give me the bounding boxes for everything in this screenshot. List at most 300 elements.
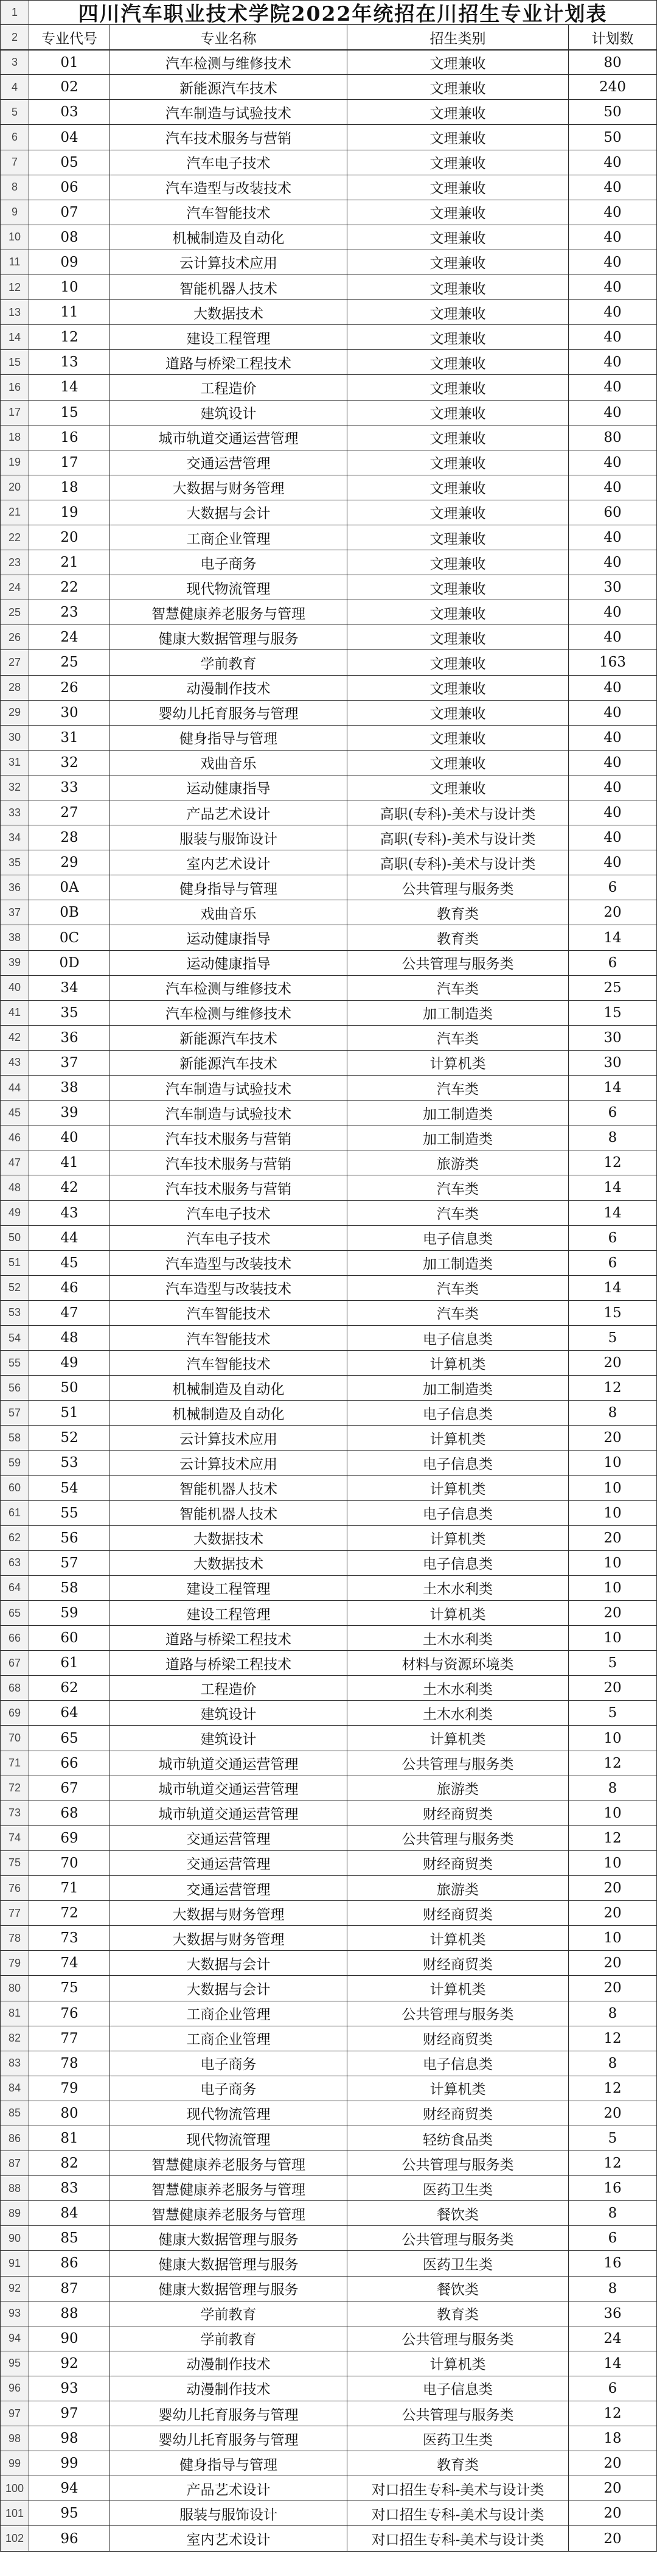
cell-major[interactable]: 汽车制造与试验技术 <box>110 100 347 124</box>
row-number[interactable]: 6 <box>0 125 29 149</box>
cell-code[interactable]: 56 <box>29 1526 110 1550</box>
cell-major[interactable]: 健康大数据管理与服务 <box>110 625 347 649</box>
cell-plan[interactable]: 6 <box>569 2226 657 2250</box>
cell-code[interactable]: 10 <box>29 275 110 299</box>
cell-category[interactable]: 文理兼收 <box>347 575 569 600</box>
row-number[interactable]: 38 <box>0 925 29 950</box>
cell-major[interactable]: 学前教育 <box>110 2301 347 2326</box>
cell-plan[interactable]: 8 <box>569 2277 657 2301</box>
cell-category[interactable]: 加工制造类 <box>347 1125 569 1150</box>
cell-plan[interactable]: 20 <box>569 1526 657 1550</box>
row-number[interactable]: 51 <box>0 1251 29 1275</box>
cell-category[interactable]: 文理兼收 <box>347 125 569 149</box>
cell-major[interactable]: 智慧健康养老服务与管理 <box>110 2201 347 2225</box>
cell-plan[interactable]: 40 <box>569 325 657 349</box>
cell-category[interactable]: 电子信息类 <box>347 2376 569 2401</box>
cell-plan[interactable]: 8 <box>569 2001 657 2026</box>
cell-plan[interactable]: 40 <box>569 751 657 775</box>
cell-plan[interactable]: 50 <box>569 100 657 124</box>
cell-plan[interactable]: 163 <box>569 650 657 674</box>
cell-plan[interactable]: 6 <box>569 1226 657 1250</box>
cell-plan[interactable]: 12 <box>569 2401 657 2426</box>
cell-major[interactable]: 汽车技术服务与营销 <box>110 1150 347 1175</box>
cell-category[interactable]: 材料与资源环境类 <box>347 1651 569 1675</box>
cell-category[interactable]: 文理兼收 <box>347 51 569 74</box>
cell-category[interactable]: 文理兼收 <box>347 600 569 625</box>
cell-category[interactable]: 文理兼收 <box>347 325 569 349</box>
row-number[interactable]: 55 <box>0 1351 29 1375</box>
cell-plan[interactable]: 30 <box>569 575 657 600</box>
row-number[interactable]: 61 <box>0 1501 29 1525</box>
cell-plan[interactable]: 10 <box>569 1551 657 1575</box>
cell-category[interactable]: 文理兼收 <box>347 525 569 550</box>
cell-major[interactable]: 建设工程管理 <box>110 325 347 349</box>
cell-major[interactable]: 现代物流管理 <box>110 575 347 600</box>
cell-major[interactable]: 婴幼儿托育服务与管理 <box>110 701 347 725</box>
cell-major[interactable]: 健康大数据管理与服务 <box>110 2226 347 2250</box>
cell-code[interactable]: 08 <box>29 225 110 250</box>
cell-plan[interactable]: 24 <box>569 2326 657 2351</box>
cell-major[interactable]: 现代物流管理 <box>110 2126 347 2151</box>
cell-code[interactable]: 04 <box>29 125 110 149</box>
cell-plan[interactable]: 20 <box>569 2451 657 2476</box>
row-number[interactable]: 88 <box>0 2176 29 2200</box>
cell-category[interactable]: 文理兼收 <box>347 200 569 225</box>
cell-plan[interactable]: 6 <box>569 951 657 975</box>
cell-code[interactable]: 90 <box>29 2326 110 2351</box>
cell-code[interactable]: 15 <box>29 401 110 425</box>
cell-plan[interactable]: 40 <box>569 150 657 175</box>
cell-code[interactable]: 51 <box>29 1401 110 1425</box>
cell-plan[interactable]: 30 <box>569 1051 657 1075</box>
cell-plan[interactable]: 10 <box>569 1476 657 1500</box>
cell-plan[interactable]: 40 <box>569 775 657 800</box>
cell-category[interactable]: 电子信息类 <box>347 1451 569 1475</box>
cell-code[interactable]: 07 <box>29 200 110 225</box>
cell-code[interactable]: 11 <box>29 300 110 324</box>
cell-major[interactable]: 现代物流管理 <box>110 2101 347 2126</box>
cell-plan[interactable]: 16 <box>569 2176 657 2200</box>
cell-major[interactable]: 汽车技术服务与营销 <box>110 1125 347 1150</box>
cell-plan[interactable]: 40 <box>569 375 657 399</box>
row-number[interactable]: 79 <box>0 1951 29 1975</box>
cell-category[interactable]: 汽车类 <box>347 976 569 1000</box>
cell-plan[interactable]: 20 <box>569 2501 657 2525</box>
cell-code[interactable]: 0A <box>29 875 110 900</box>
cell-major[interactable]: 汽车技术服务与营销 <box>110 125 347 149</box>
cell-category[interactable]: 文理兼收 <box>347 350 569 374</box>
cell-plan[interactable]: 14 <box>569 2351 657 2376</box>
header-category[interactable]: 招生类别 <box>347 25 569 49</box>
cell-major[interactable]: 汽车技术服务与营销 <box>110 1175 347 1200</box>
cell-major[interactable]: 智能机器人技术 <box>110 1476 347 1500</box>
cell-code[interactable]: 86 <box>29 2251 110 2275</box>
cell-plan[interactable]: 15 <box>569 1001 657 1025</box>
cell-code[interactable]: 23 <box>29 600 110 625</box>
cell-code[interactable]: 42 <box>29 1175 110 1200</box>
cell-code[interactable]: 99 <box>29 2451 110 2476</box>
row-number[interactable]: 40 <box>0 976 29 1000</box>
cell-category[interactable]: 电子信息类 <box>347 2051 569 2076</box>
cell-code[interactable]: 84 <box>29 2201 110 2225</box>
cell-code[interactable]: 64 <box>29 1701 110 1725</box>
cell-code[interactable]: 72 <box>29 1901 110 1925</box>
row-number[interactable]: 53 <box>0 1301 29 1325</box>
row-number[interactable]: 19 <box>0 450 29 475</box>
row-number[interactable]: 84 <box>0 2076 29 2101</box>
cell-category[interactable]: 医药卫生类 <box>347 2176 569 2200</box>
cell-major[interactable]: 婴幼儿托育服务与管理 <box>110 2401 347 2426</box>
cell-code[interactable]: 22 <box>29 575 110 600</box>
cell-category[interactable]: 文理兼收 <box>347 726 569 750</box>
cell-category[interactable]: 文理兼收 <box>347 250 569 275</box>
cell-code[interactable]: 74 <box>29 1951 110 1975</box>
cell-major[interactable]: 汽车制造与试验技术 <box>110 1101 347 1125</box>
cell-plan[interactable]: 20 <box>569 1951 657 1975</box>
cell-code[interactable]: 03 <box>29 100 110 124</box>
cell-category[interactable]: 旅游类 <box>347 1150 569 1175</box>
cell-plan[interactable]: 16 <box>569 2251 657 2275</box>
cell-code[interactable]: 47 <box>29 1301 110 1325</box>
cell-code[interactable]: 14 <box>29 375 110 399</box>
row-number[interactable]: 36 <box>0 875 29 900</box>
row-number[interactable]: 102 <box>0 2526 29 2550</box>
cell-major[interactable]: 道路与桥梁工程技术 <box>110 1626 347 1650</box>
cell-major[interactable]: 健身指导与管理 <box>110 2451 347 2476</box>
cell-plan[interactable]: 10 <box>569 1501 657 1525</box>
cell-plan[interactable]: 8 <box>569 1776 657 1801</box>
cell-code[interactable]: 94 <box>29 2476 110 2501</box>
row-number[interactable]: 17 <box>0 401 29 425</box>
cell-plan[interactable]: 80 <box>569 51 657 74</box>
cell-code[interactable]: 68 <box>29 1801 110 1825</box>
cell-code[interactable]: 59 <box>29 1601 110 1625</box>
cell-plan[interactable]: 50 <box>569 125 657 149</box>
cell-category[interactable]: 公共管理与服务类 <box>347 2401 569 2426</box>
cell-major[interactable]: 建筑设计 <box>110 401 347 425</box>
cell-category[interactable]: 加工制造类 <box>347 1101 569 1125</box>
cell-major[interactable]: 戏曲音乐 <box>110 900 347 925</box>
cell-code[interactable]: 0B <box>29 900 110 925</box>
row-number[interactable]: 35 <box>0 850 29 875</box>
cell-code[interactable]: 61 <box>29 1651 110 1675</box>
cell-category[interactable]: 教育类 <box>347 2451 569 2476</box>
cell-code[interactable]: 82 <box>29 2151 110 2175</box>
cell-category[interactable]: 财经商贸类 <box>347 1951 569 1975</box>
row-number[interactable]: 96 <box>0 2376 29 2401</box>
row-number[interactable]: 37 <box>0 900 29 925</box>
cell-plan[interactable]: 20 <box>569 1901 657 1925</box>
cell-category[interactable]: 计算机类 <box>347 1601 569 1625</box>
cell-plan[interactable]: 12 <box>569 2151 657 2175</box>
cell-category[interactable]: 汽车类 <box>347 1175 569 1200</box>
cell-category[interactable]: 电子信息类 <box>347 1551 569 1575</box>
cell-category[interactable]: 对口招生专科-美术与设计类 <box>347 2526 569 2550</box>
row-number[interactable]: 67 <box>0 1651 29 1675</box>
cell-category[interactable]: 旅游类 <box>347 1876 569 1900</box>
cell-code[interactable]: 88 <box>29 2301 110 2326</box>
cell-category[interactable]: 文理兼收 <box>347 550 569 575</box>
row-number[interactable]: 10 <box>0 225 29 250</box>
cell-major[interactable]: 城市轨道交通运营管理 <box>110 1801 347 1825</box>
cell-category[interactable]: 文理兼收 <box>347 676 569 700</box>
cell-code[interactable]: 33 <box>29 775 110 800</box>
cell-plan[interactable]: 40 <box>569 525 657 550</box>
cell-plan[interactable]: 40 <box>569 676 657 700</box>
row-number[interactable]: 59 <box>0 1451 29 1475</box>
cell-code[interactable]: 85 <box>29 2226 110 2250</box>
cell-plan[interactable]: 6 <box>569 875 657 900</box>
row-number[interactable]: 52 <box>0 1276 29 1300</box>
cell-major[interactable]: 运动健康指导 <box>110 925 347 950</box>
row-number[interactable]: 77 <box>0 1901 29 1925</box>
cell-major[interactable]: 产品艺术设计 <box>110 2476 347 2501</box>
cell-category[interactable]: 计算机类 <box>347 1976 569 2000</box>
row-number[interactable]: 4 <box>0 75 29 99</box>
cell-category[interactable]: 文理兼收 <box>347 225 569 250</box>
cell-category[interactable]: 轻纺食品类 <box>347 2126 569 2151</box>
cell-plan[interactable]: 20 <box>569 2526 657 2550</box>
cell-code[interactable]: 66 <box>29 1751 110 1776</box>
cell-major[interactable]: 城市轨道交通运营管理 <box>110 1776 347 1801</box>
cell-category[interactable]: 文理兼收 <box>347 100 569 124</box>
cell-plan[interactable]: 20 <box>569 1426 657 1450</box>
row-number[interactable]: 54 <box>0 1326 29 1350</box>
cell-plan[interactable]: 40 <box>569 450 657 475</box>
cell-major[interactable]: 工程造价 <box>110 1676 347 1700</box>
header-major[interactable]: 专业名称 <box>110 25 347 49</box>
cell-major[interactable]: 健康大数据管理与服务 <box>110 2251 347 2275</box>
cell-major[interactable]: 汽车造型与改装技术 <box>110 175 347 200</box>
cell-plan[interactable]: 40 <box>569 350 657 374</box>
cell-category[interactable]: 文理兼收 <box>347 625 569 649</box>
cell-major[interactable]: 道路与桥梁工程技术 <box>110 1651 347 1675</box>
cell-code[interactable]: 54 <box>29 1476 110 1500</box>
row-number[interactable]: 14 <box>0 325 29 349</box>
cell-category[interactable]: 汽车类 <box>347 1301 569 1325</box>
cell-category[interactable]: 教育类 <box>347 2301 569 2326</box>
cell-category[interactable]: 财经商贸类 <box>347 1901 569 1925</box>
cell-major[interactable]: 汽车智能技术 <box>110 1351 347 1375</box>
cell-code[interactable]: 93 <box>29 2376 110 2401</box>
cell-major[interactable]: 交通运营管理 <box>110 1826 347 1850</box>
cell-code[interactable]: 73 <box>29 1926 110 1950</box>
cell-plan[interactable]: 10 <box>569 1726 657 1750</box>
cell-category[interactable]: 电子信息类 <box>347 1226 569 1250</box>
cell-plan[interactable]: 40 <box>569 550 657 575</box>
cell-category[interactable]: 汽车类 <box>347 1026 569 1050</box>
cell-code[interactable]: 17 <box>29 450 110 475</box>
cell-major[interactable]: 新能源汽车技术 <box>110 1026 347 1050</box>
row-number[interactable]: 24 <box>0 575 29 600</box>
cell-major[interactable]: 汽车智能技术 <box>110 1301 347 1325</box>
cell-plan[interactable]: 80 <box>569 425 657 450</box>
row-number[interactable]: 68 <box>0 1676 29 1700</box>
row-number[interactable]: 3 <box>0 51 29 74</box>
cell-plan[interactable]: 40 <box>569 600 657 625</box>
cell-plan[interactable]: 12 <box>569 2076 657 2101</box>
row-number[interactable]: 15 <box>0 350 29 374</box>
cell-major[interactable]: 云计算技术应用 <box>110 250 347 275</box>
row-number[interactable]: 46 <box>0 1125 29 1150</box>
cell-plan[interactable]: 40 <box>569 475 657 500</box>
cell-plan[interactable]: 60 <box>569 500 657 525</box>
cell-major[interactable]: 建筑设计 <box>110 1701 347 1725</box>
cell-code[interactable]: 76 <box>29 2001 110 2026</box>
cell-major[interactable]: 汽车电子技术 <box>110 150 347 175</box>
cell-category[interactable]: 汽车类 <box>347 1076 569 1100</box>
cell-code[interactable]: 79 <box>29 2076 110 2101</box>
row-number[interactable]: 82 <box>0 2026 29 2051</box>
cell-code[interactable]: 0D <box>29 951 110 975</box>
cell-category[interactable]: 文理兼收 <box>347 450 569 475</box>
row-number[interactable]: 57 <box>0 1401 29 1425</box>
row-number[interactable]: 12 <box>0 275 29 299</box>
row-number[interactable]: 29 <box>0 701 29 725</box>
cell-major[interactable]: 动漫制作技术 <box>110 676 347 700</box>
row-number[interactable]: 90 <box>0 2226 29 2250</box>
cell-code[interactable]: 92 <box>29 2351 110 2376</box>
cell-plan[interactable]: 40 <box>569 701 657 725</box>
row-number[interactable]: 26 <box>0 625 29 649</box>
cell-category[interactable]: 文理兼收 <box>347 375 569 399</box>
cell-plan[interactable]: 15 <box>569 1301 657 1325</box>
cell-major[interactable]: 大数据与会计 <box>110 1951 347 1975</box>
cell-category[interactable]: 土木水利类 <box>347 1576 569 1600</box>
cell-major[interactable]: 建设工程管理 <box>110 1576 347 1600</box>
row-number[interactable]: 89 <box>0 2201 29 2225</box>
cell-plan[interactable]: 20 <box>569 1876 657 1900</box>
cell-category[interactable]: 文理兼收 <box>347 425 569 450</box>
cell-code[interactable]: 87 <box>29 2277 110 2301</box>
cell-code[interactable]: 44 <box>29 1226 110 1250</box>
cell-major[interactable]: 城市轨道交通运营管理 <box>110 1751 347 1776</box>
cell-category[interactable]: 文理兼收 <box>347 401 569 425</box>
cell-major[interactable]: 大数据与财务管理 <box>110 1901 347 1925</box>
cell-category[interactable]: 文理兼收 <box>347 75 569 99</box>
cell-category[interactable]: 公共管理与服务类 <box>347 2151 569 2175</box>
cell-category[interactable]: 计算机类 <box>347 1351 569 1375</box>
cell-major[interactable]: 汽车智能技术 <box>110 200 347 225</box>
cell-major[interactable]: 学前教育 <box>110 650 347 674</box>
cell-code[interactable]: 29 <box>29 850 110 875</box>
row-number[interactable]: 87 <box>0 2151 29 2175</box>
cell-plan[interactable]: 8 <box>569 1125 657 1150</box>
cell-plan[interactable]: 5 <box>569 1701 657 1725</box>
row-number[interactable]: 21 <box>0 500 29 525</box>
cell-plan[interactable]: 36 <box>569 2301 657 2326</box>
cell-code[interactable]: 13 <box>29 350 110 374</box>
cell-category[interactable]: 财经商贸类 <box>347 1851 569 1875</box>
cell-code[interactable]: 67 <box>29 1776 110 1801</box>
cell-plan[interactable]: 40 <box>569 800 657 825</box>
cell-plan[interactable]: 14 <box>569 1076 657 1100</box>
cell-plan[interactable]: 20 <box>569 1976 657 2000</box>
cell-category[interactable]: 公共管理与服务类 <box>347 951 569 975</box>
cell-code[interactable]: 43 <box>29 1201 110 1225</box>
cell-category[interactable]: 计算机类 <box>347 2076 569 2101</box>
row-number[interactable]: 2 <box>0 25 29 49</box>
row-number[interactable]: 93 <box>0 2301 29 2326</box>
row-number[interactable]: 83 <box>0 2051 29 2076</box>
cell-plan[interactable]: 8 <box>569 2051 657 2076</box>
cell-code[interactable]: 62 <box>29 1676 110 1700</box>
cell-plan[interactable]: 5 <box>569 1326 657 1350</box>
cell-major[interactable]: 建筑设计 <box>110 1726 347 1750</box>
row-number[interactable]: 101 <box>0 2501 29 2525</box>
cell-category[interactable]: 土木水利类 <box>347 1626 569 1650</box>
cell-major[interactable]: 汽车电子技术 <box>110 1226 347 1250</box>
cell-code[interactable]: 98 <box>29 2426 110 2451</box>
cell-major[interactable]: 室内艺术设计 <box>110 850 347 875</box>
row-number[interactable]: 7 <box>0 150 29 175</box>
cell-code[interactable]: 18 <box>29 475 110 500</box>
row-number[interactable]: 80 <box>0 1976 29 2000</box>
cell-plan[interactable]: 10 <box>569 1851 657 1875</box>
row-number[interactable]: 98 <box>0 2426 29 2451</box>
cell-code[interactable]: 19 <box>29 500 110 525</box>
cell-code[interactable]: 36 <box>29 1026 110 1050</box>
cell-code[interactable]: 45 <box>29 1251 110 1275</box>
cell-major[interactable]: 室内艺术设计 <box>110 2526 347 2550</box>
cell-major[interactable]: 戏曲音乐 <box>110 751 347 775</box>
row-number[interactable]: 71 <box>0 1751 29 1776</box>
cell-plan[interactable]: 40 <box>569 300 657 324</box>
cell-plan[interactable]: 40 <box>569 250 657 275</box>
cell-major[interactable]: 汽车智能技术 <box>110 1326 347 1350</box>
row-number[interactable]: 100 <box>0 2476 29 2501</box>
cell-category[interactable]: 医药卫生类 <box>347 2251 569 2275</box>
cell-code[interactable]: 37 <box>29 1051 110 1075</box>
cell-category[interactable]: 医药卫生类 <box>347 2426 569 2451</box>
cell-major[interactable]: 建设工程管理 <box>110 1601 347 1625</box>
row-number[interactable]: 41 <box>0 1001 29 1025</box>
cell-code[interactable]: 58 <box>29 1576 110 1600</box>
cell-category[interactable]: 加工制造类 <box>347 1001 569 1025</box>
cell-category[interactable]: 计算机类 <box>347 1726 569 1750</box>
row-number[interactable]: 11 <box>0 250 29 275</box>
cell-code[interactable]: 02 <box>29 75 110 99</box>
cell-major[interactable]: 工商企业管理 <box>110 2001 347 2026</box>
row-number[interactable]: 20 <box>0 475 29 500</box>
cell-major[interactable]: 产品艺术设计 <box>110 800 347 825</box>
cell-code[interactable]: 32 <box>29 751 110 775</box>
row-number[interactable]: 97 <box>0 2401 29 2426</box>
cell-category[interactable]: 电子信息类 <box>347 1501 569 1525</box>
cell-code[interactable]: 40 <box>29 1125 110 1150</box>
cell-category[interactable]: 文理兼收 <box>347 775 569 800</box>
cell-plan[interactable]: 40 <box>569 825 657 850</box>
cell-code[interactable]: 57 <box>29 1551 110 1575</box>
row-number[interactable]: 1 <box>0 1 29 24</box>
row-number[interactable]: 49 <box>0 1201 29 1225</box>
cell-category[interactable]: 电子信息类 <box>347 1326 569 1350</box>
cell-major[interactable]: 新能源汽车技术 <box>110 1051 347 1075</box>
cell-code[interactable]: 20 <box>29 525 110 550</box>
row-number[interactable]: 74 <box>0 1826 29 1850</box>
cell-category[interactable]: 旅游类 <box>347 1776 569 1801</box>
cell-category[interactable]: 财经商贸类 <box>347 2101 569 2126</box>
cell-category[interactable]: 文理兼收 <box>347 500 569 525</box>
cell-major[interactable]: 大数据与会计 <box>110 1976 347 2000</box>
cell-code[interactable]: 53 <box>29 1451 110 1475</box>
cell-category[interactable]: 文理兼收 <box>347 650 569 674</box>
cell-category[interactable]: 教育类 <box>347 925 569 950</box>
row-number[interactable]: 64 <box>0 1576 29 1600</box>
row-number[interactable]: 81 <box>0 2001 29 2026</box>
cell-code[interactable]: 95 <box>29 2501 110 2525</box>
row-number[interactable]: 48 <box>0 1175 29 1200</box>
